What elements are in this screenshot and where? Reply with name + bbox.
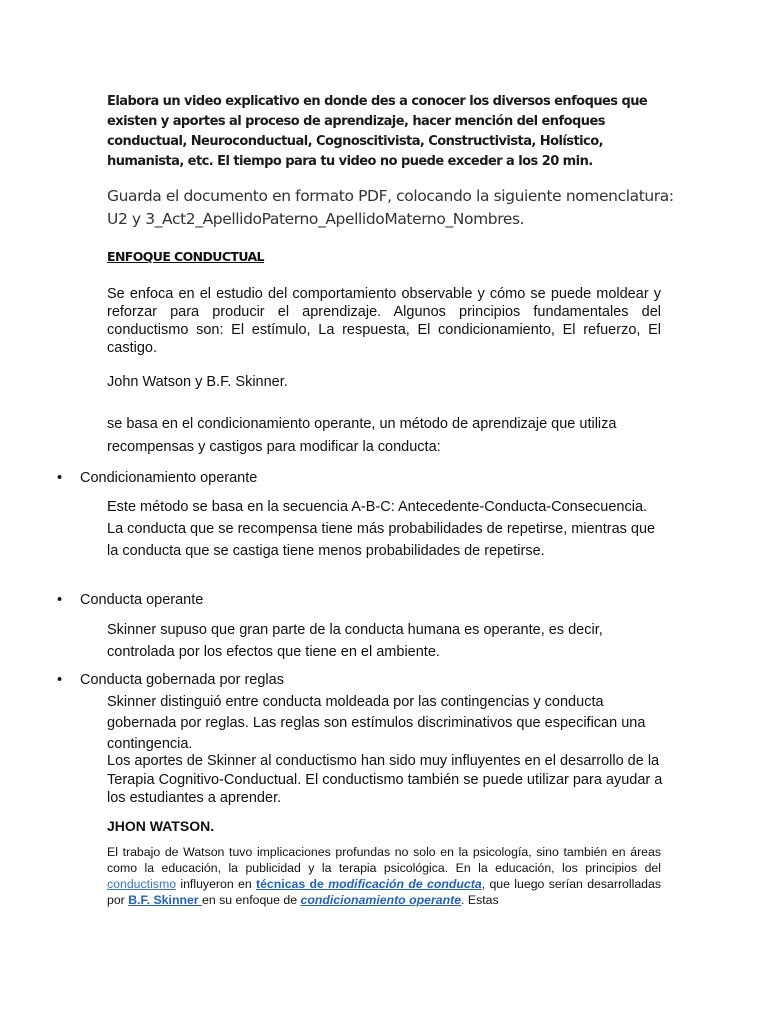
bullet-dot: • [57,672,63,688]
paragraph-definition: Se enfoca en el estudio del comportamiento observable y cómo se puede moldear y reforzar para producir el aprendizaje. Algunos principios fundamentales del conductismo son: El estímulo, La respuesta, El condicionamiento, El refuerzo, El castigo. [107,286,661,356]
paragraph-contributions: Los aportes de Skinner al conductismo han sido muy influyentes en el desarrollo de la Terapia Cognitivo-Conductual. El conductismo también se puede utilizar para ayudar a los estudiantes a aprender. [107,753,663,806]
bullet-label: Conducta operante [80,592,204,608]
link-modificacion-conducta[interactable]: modificación de conducta [328,877,482,891]
paragraph-operant-basis: se basa en el condicionamiento operante, un método de aprendizaje que utiliza recompensas y castigos para modificar la conducta: [107,416,617,455]
text-run: , que luego serían desarrolladas por [107,877,662,907]
link-tecnicas[interactable]: técnicas de [256,877,329,891]
text-run: . Estas [461,893,499,907]
link-skinner[interactable]: B.F. Skinner [128,893,203,907]
bullet-body: Este método se basa en la secuencia A-B-C: Antecedente-Conducta-Consecuencia. La conducta que se recompensa tiene más probabilidades de repetirse, mientras que la conducta que se castiga tiene menos probabilidades de repetirse. [107,499,656,559]
bullet-item [57,672,284,688]
bullet-body: Skinner supuso que gran parte de la conducta humana es operante, es decir, controlada por los efectos que tiene en el ambiente. [107,622,603,660]
save-instructions: Guarda el documento en formato PDF, colocando la siguiente nomenclatura: U2 y 3_Act2_ApellidoPaterno_ApellidoMaterno_Nombres. [107,187,674,228]
section-heading: ENFOQUE CONDUCTUAL [107,249,264,264]
bullet-item [57,592,203,608]
bullet-item [57,470,257,486]
watson-heading: JHON WATSON. [107,818,215,834]
bullet-dot: • [57,592,63,608]
bullet-body: Skinner distinguió entre conducta moldeada por las contingencias y conducta gobernada por reglas. Las reglas son estímulos discriminativos que especifican una contingencia. [107,694,646,752]
text-run: influyeron en [176,877,256,891]
assignment-instructions: Elabora un video explicativo en donde des a conocer los diversos enfoques que existen y aportes al proceso de aprendizaje, hacer mención del enfoques conductual, Neuroconductual, Cognoscitivista, Constructivista, Holístico, humanista, etc. El tiempo para tu video no puede exceder a los 20 min. [107,94,648,169]
bullet-dot: • [57,470,63,486]
watson-paragraph [107,844,661,908]
text-run: El trabajo de Watson tuvo implicaciones profundas no solo en la psicología, sino también en áreas como la educación, la publicidad y la terapia psicológica. En la educación, los principios del [107,845,661,875]
bullet-label: Conducta gobernada por reglas [80,672,284,688]
bullet-label: Condicionamiento operante [80,470,258,486]
link-condicionamiento-operante[interactable]: condicionamiento operante [300,893,462,907]
paragraph-authors: John Watson y B.F. Skinner. [107,374,288,390]
text-run: en su enfoque de [202,893,301,907]
link-conductismo[interactable]: conductismo [107,877,177,891]
